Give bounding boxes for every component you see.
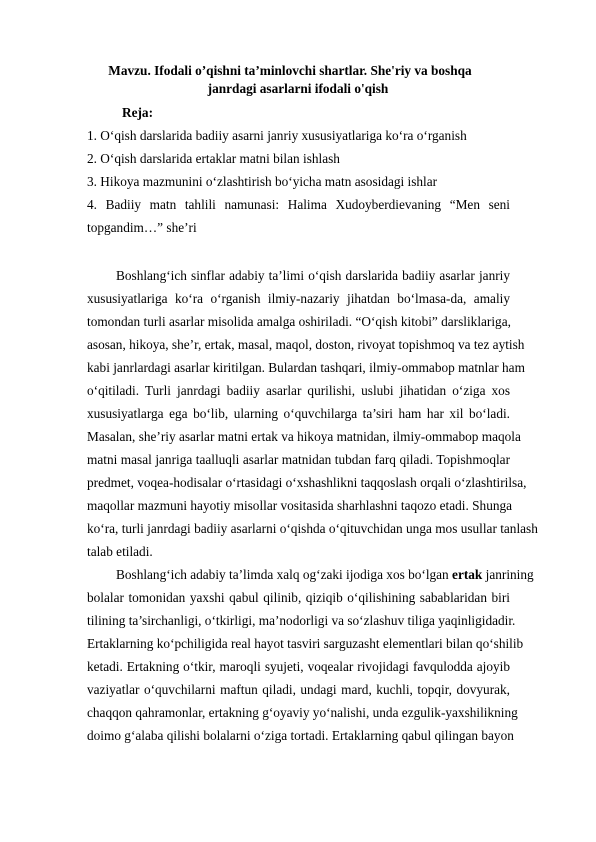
plan-item-4: 4. Badiiy matn tahlili namunasi: Halima Xudoyberdievaning “Men seni — [87, 197, 510, 212]
paragraph-line — [116, 566, 534, 583]
paragraph-line: tomondan turli asarlar misolida amalga oshiriladi. “O‘qish kitobi” darsliklariga, — [87, 314, 511, 329]
paragraph-line: xususiyatlarga ega bo‘lib, ularning o‘quvchilarga ta’siri ham har xil bo‘ladi. — [87, 406, 510, 421]
plan-item-4-continuation: topgandim…” she’ri — [87, 220, 197, 235]
emphasized-term: ertak — [452, 567, 483, 582]
paragraph-line: ko‘ra, turli janrdagi badiiy asarlarni o‘qishda o‘qituvchidan unga mos usullar tanlash — [87, 521, 538, 536]
document-title-line-1: Mavzu. Ifodali o’qishni ta’minlovchi shartlar. She'riy va boshqa — [108, 63, 472, 78]
paragraph-line: o‘qitiladi. Turli janrdagi badiiy asarlar qurilishi, uslubi jihatidan o‘ziga xos — [87, 383, 510, 398]
paragraph-line: asosan, hikoya, she’r, ertak, masal, maqol, doston, rivoyat topishmoq va tez aytish — [87, 337, 525, 352]
paragraph-line: Ertaklarning ko‘pchiligida real hayot tasviri sarguzasht elementlari bilan qo‘shilib — [87, 636, 524, 651]
plan-heading: Reja: — [122, 105, 154, 120]
paragraph-line: doimo g‘alaba qilishi bolalarni o‘ziga tortadi. Ertaklarning qabul qilingan bayon — [87, 728, 514, 743]
paragraph-line: bolalar tomonidan yaxshi qabul qilinib, qiziqib o‘qilishining sabablaridan biri — [87, 590, 510, 605]
paragraph-line: vaziyatlar o‘quvchilarni maftun qiladi, undagi mard, kuchli, topqir, dovyurak, — [87, 682, 510, 697]
paragraph-line: maqollar mazmuni hayotiy misollar vositasida sharhlashni taqozo etadi. Shunga — [87, 498, 513, 513]
paragraph-line: ketadi. Ertakning o‘tkir, maroqli syujeti, voqealar rivojidagi favqulodda ajoyib — [87, 659, 510, 674]
paragraph-line: talab etiladi. — [87, 544, 153, 559]
paragraph-line: Boshlang‘ich sinflar adabiy ta’limi o‘qish darslarida badiiy asarlar janriy — [116, 268, 510, 283]
paragraph-line: predmet, voqea-hodisalar o‘rtasidagi o‘xshashlikni taqqoslash orqali o‘zlashtirilsa, — [87, 475, 527, 490]
paragraph-line: kabi janrlardagi asarlar kiritilgan. Bulardan tashqari, ilmiy-ommabop matnlar ham — [87, 360, 525, 375]
plan-item-1: 1. O‘qish darslarida badiiy asarni janriy xususiyatlariga ko‘ra o‘rganish — [87, 128, 467, 143]
paragraph-line: xususiyatlariga ko‘ra o‘rganish ilmiy-nazariy jihatdan bo‘lmasa-da, amaliy — [87, 291, 510, 306]
paragraph-line: Masalan, she’riy asarlar matni ertak va hikoya matnidan, ilmiy-ommabop maqola — [87, 429, 521, 444]
paragraph-text: Boshlang‘ich adabiy ta’limda xalq og‘zaki ijodiga xos bo‘lgan — [116, 567, 453, 582]
paragraph-text: janrining — [482, 567, 534, 582]
document-title-line-2: janrdagi asarlarni ifodali o'qish — [207, 81, 389, 96]
plan-item-3: 3. Hikoya mazmunini o‘zlashtirish bo‘yicha matn asosidagi ishlar — [87, 174, 438, 189]
plan-item-2: 2. O‘qish darslarida ertaklar matni bilan ishlash — [87, 151, 340, 166]
paragraph-line: chaqqon qahramonlar, ertakning g‘oyaviy yo‘nalishi, unda ezgulik-yaxshilikning — [87, 705, 518, 720]
paragraph-line: matni masal janriga taalluqli asarlar matnidan tubdan farq qiladi. Topishmoqlar — [87, 452, 510, 467]
paragraph-line: tilining ta’sirchanligi, o‘tkirligi, ma’nodorligi va so‘zlashuv tiliga yaqinligidadir. — [87, 613, 516, 628]
